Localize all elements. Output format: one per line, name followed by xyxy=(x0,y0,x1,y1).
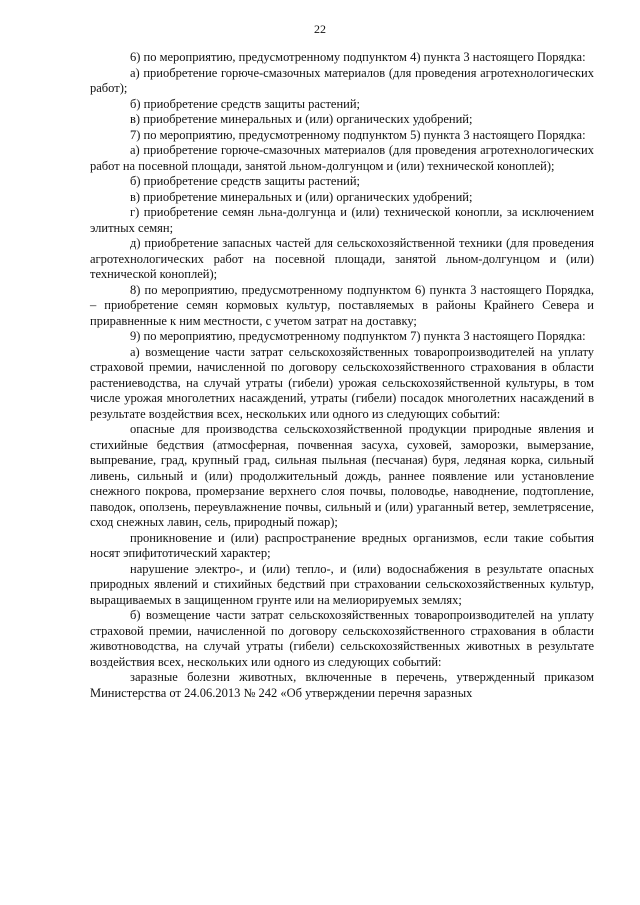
paragraph-7d: г) приобретение семян льна-долгунца и (или) технической конопли, за исключением элитных семян; xyxy=(90,205,594,235)
paragraph-9a-events-natural: опасные для производства сельскохозяйственной продукции природные явления и стихийные бедствия (атмосферная, почвенная засуха, суховей, заморозки, вымерзание, выпревание, град, крупный град, сильная пыльная (песчаная) буря, ледяная корка, сильный ливень, сильный и (или) продолжительный дождь, раннее появление или установление снежного покрова, промерзание верхнего слоя почвы, половодье, наводнение, подтопление, паводок, оползень, переувлажнение почвы, сильный и (или) ураганный ветер, землетрясение, сход снежных лавин, сель, природный пожар); xyxy=(90,422,594,529)
paragraph-9: 9) по мероприятию, предусмотренному подпунктом 7) пункта 3 настоящего Порядка: xyxy=(130,329,586,343)
paragraph-7b: б) приобретение средств защиты растений; xyxy=(130,174,361,188)
paragraph-6b: б) приобретение средств защиты растений; xyxy=(130,96,361,111)
page-number: 22 xyxy=(314,22,326,36)
paragraph-7a: а) приобретение горюче-смазочных материалов (для проведения агротехнологических работ на посевной площади, занятой льном-долгунцом и (или) технической коноплей); xyxy=(90,143,594,173)
paragraph-6c: в) приобретение минеральных и (или) органических удобрений; xyxy=(130,112,473,126)
paragraph-7e: д) приобретение запасных частей для сельскохозяйственной техники (для проведения агротехнологических работ на посевной площади, занятой льном-долгунцом и (или) технической коноплей); xyxy=(90,236,594,281)
paragraph-9b-events-diseases: заразные болезни животных, включенные в перечень, утвержденный приказом Министерства от 24.06.2013 № 242 «Об утверждении перечня заразных xyxy=(90,670,594,700)
paragraph-7c: в) приобретение минеральных и (или) органических удобрений; xyxy=(130,189,473,204)
paragraph-7: 7) по мероприятию, предусмотренному подпунктом 5) пункта 3 настоящего Порядка: xyxy=(130,127,586,142)
paragraph-6: 6) по мероприятию, предусмотренному подпунктом 4) пункта 3 настоящего Порядка: xyxy=(130,50,586,64)
paragraph-8: 8) по мероприятию, предусмотренному подпунктом 6) пункта 3 настоящего Порядка, – приобретение семян кормовых культур, поставляемых в районы Крайнего Севера и приравненные к ним местности, с учетом затрат на доставку; xyxy=(90,282,594,328)
body-text xyxy=(90,50,594,701)
paragraph-6a: а) приобретение горюче-смазочных материалов (для проведения агротехнологических работ); xyxy=(90,65,594,95)
paragraph-9a-events-utilities: нарушение электро-, и (или) тепло-, и (или) водоснабжения в результате опасных природных явлений и стихийных бедствий при страховании сельскохозяйственных культур, выращиваемых в защищенном грунте или на мелиорируемых землях; xyxy=(90,561,594,607)
paragraph-9a: а) возмещение части затрат сельскохозяйственных товаропроизводителей на уплату страховой премии, начисленной по договору сельскохозяйственного страхования в области растениеводства, на случай утраты (гибели) урожая сельскохозяйственной культуры, в том числе урожая многолетних насаждений, утраты (гибели) посадок многолетних насаждений в результате воздействия всех, нескольких или одного из следующих событий: xyxy=(90,344,594,421)
paragraph-9b: б) возмещение части затрат сельскохозяйственных товаропроизводителей на уплату страховой премии, начисленной по договору сельскохозяйственного страхования в области животноводства, на случай утраты (гибели) сельскохозяйственных животных в результате воздействия всех, нескольких или одного из следующих событий: xyxy=(90,608,594,669)
paragraph-9a-events-pests: проникновение и (или) распространение вредных организмов, если такие события носят эпифитотический характер; xyxy=(90,530,594,560)
